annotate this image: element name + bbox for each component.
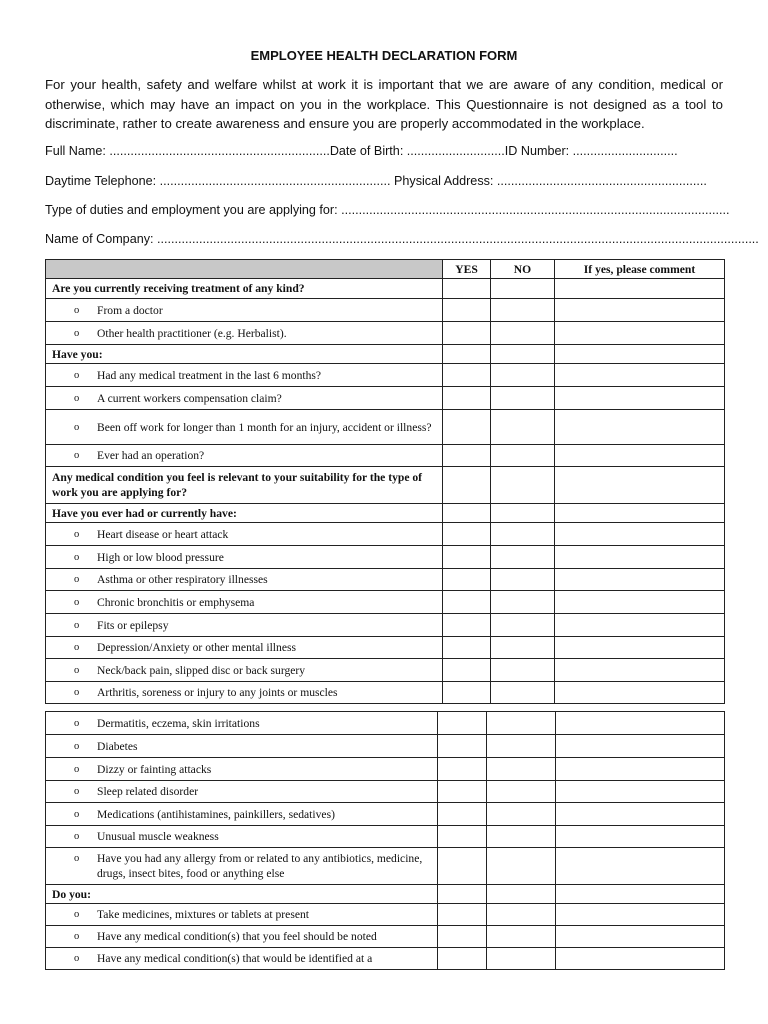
question-row [46,322,725,345]
question-text: Diabetes [97,739,138,753]
no-cell[interactable] [491,467,555,504]
question-row [46,410,725,445]
comment-cell[interactable] [556,803,725,826]
comment-cell[interactable] [555,504,725,523]
yes-cell[interactable] [443,387,491,410]
question-cell [46,682,443,704]
no-cell[interactable] [491,322,555,345]
question-item [52,448,436,463]
question-item [52,716,431,731]
no-cell[interactable] [487,735,556,758]
bullet-icon: o [74,831,80,842]
bullet-icon: o [74,740,80,752]
yes-cell[interactable] [443,591,491,614]
header-no: NO [491,260,555,279]
question-item [52,640,436,655]
bullet-icon: o [74,687,80,698]
bullet-icon: o [74,953,80,964]
section-header-cell [46,279,443,299]
section-header-cell [46,885,438,904]
bullet-icon: o [74,763,80,775]
comment-cell[interactable] [555,682,725,704]
yes-cell[interactable] [438,885,487,904]
question-row [46,364,725,387]
header-comment: If yes, please comment [555,260,725,279]
yes-cell[interactable] [438,735,487,758]
yes-cell[interactable] [438,712,487,735]
question-item [52,807,431,822]
field-line-company[interactable]: Name of Company: ............................................................................................................................................................................ [45,232,759,246]
question-cell [46,803,438,826]
comment-cell[interactable] [555,279,725,299]
yes-cell[interactable] [443,614,491,637]
bullet-icon: o [74,909,80,920]
question-cell [46,948,438,970]
section-header-row [46,279,725,299]
section-header-cell [46,345,443,364]
yes-cell[interactable] [438,826,487,848]
no-cell[interactable] [487,803,556,826]
bullet-icon: o [74,450,80,461]
bullet-icon: o [74,392,80,404]
intro-paragraph: For your health, safety and welfare whilst at work it is important that we are aware of any condition, medical or otherwise, which may have an impact on you in the workplace. This Questionnaire is not designed as a tool to discriminate, rather to create awareness and ensure you are properly accommodated in the workplace. [45,77,723,131]
yes-cell[interactable] [438,848,487,885]
section-header-cell [46,467,443,504]
comment-cell[interactable] [556,712,725,735]
section-header-row [46,467,725,504]
yes-cell[interactable] [443,682,491,704]
question-row [46,387,725,410]
yes-cell[interactable] [438,904,487,926]
question-text: Sleep related disorder [97,785,199,798]
bullet-icon: o [74,619,80,631]
question-row [46,803,725,826]
bullet-icon: o [74,369,80,381]
comment-cell[interactable] [555,637,725,659]
section-header-cell [46,504,443,523]
comment-cell[interactable] [555,322,725,345]
question-item [52,784,431,799]
question-item [52,420,436,435]
bullet-icon: o [74,596,80,608]
field-line-name-dob-id[interactable]: Full Name: ...............................................................Date of Birth: ............................ID Number: .............................. [45,144,678,158]
no-cell[interactable] [491,614,555,637]
bullet-icon: o [74,931,80,942]
comment-cell[interactable] [555,569,725,591]
question-row [46,926,725,948]
question-item [52,303,436,318]
question-item [52,663,436,678]
yes-cell[interactable] [443,410,491,445]
section-header-text: Any medical condition you feel is relevant to your suitability for the type of work you are applying for? [52,471,423,499]
question-text: Fits or epilepsy [97,618,169,632]
form-title: EMPLOYEE HEALTH DECLARATION FORM [250,48,518,63]
comment-cell[interactable] [555,387,725,410]
comment-cell[interactable] [555,364,725,387]
question-text: Have you had any allergy from or related to any antibiotics, medicine, drugs, insect bites, food or anything else [97,852,423,880]
question-item [52,907,431,922]
no-cell[interactable] [491,445,555,467]
yes-cell[interactable] [443,467,491,504]
section-header-row [46,885,725,904]
no-cell[interactable] [491,682,555,704]
question-cell [46,637,443,659]
comment-cell[interactable] [556,826,725,848]
no-cell[interactable] [491,546,555,569]
question-item [52,368,436,383]
no-cell[interactable] [491,569,555,591]
no-cell[interactable] [487,948,556,970]
no-cell[interactable] [487,885,556,904]
question-text: Had any medical treatment in the last 6 months? [97,368,322,382]
yes-cell[interactable] [443,364,491,387]
question-cell [46,364,443,387]
bullet-icon: o [74,664,80,676]
section-header-row [46,345,725,364]
bullet-icon: o [74,421,80,433]
header-question-cell [46,260,443,279]
question-text: Asthma or other respiratory illnesses [97,573,268,586]
yes-cell[interactable] [443,345,491,364]
question-cell [46,926,438,948]
comment-cell[interactable] [555,299,725,322]
comment-cell[interactable] [555,546,725,569]
question-item [52,618,436,633]
question-item [52,762,431,777]
question-row [46,781,725,803]
no-cell[interactable] [487,926,556,948]
question-text: Been off work for longer than 1 month for an injury, accident or illness? [97,420,432,434]
question-text: Depression/Anxiety or other mental illness [97,641,296,654]
question-cell [46,322,443,345]
bullet-icon: o [74,853,80,864]
comment-cell[interactable] [555,523,725,546]
comment-cell[interactable] [556,848,725,885]
no-cell[interactable] [487,904,556,926]
yes-cell[interactable] [443,523,491,546]
question-row [46,591,725,614]
question-item [52,391,436,406]
question-cell [46,781,438,803]
section-header-text: Are you currently receiving treatment of any kind? [52,282,305,295]
no-cell[interactable] [487,781,556,803]
question-text: Heart disease or heart attack [97,527,229,541]
no-cell[interactable] [491,637,555,659]
question-text: Other health practitioner (e.g. Herbalist). [97,326,287,340]
comment-cell[interactable] [555,345,725,364]
section-header-text: Have you: [52,347,103,361]
question-cell [46,410,443,445]
yes-cell[interactable] [438,781,487,803]
bullet-icon: o [74,304,80,316]
question-item [52,851,431,881]
yes-cell[interactable] [438,948,487,970]
question-text: Dermatitis, eczema, skin irritations [97,716,260,730]
yes-cell[interactable] [443,569,491,591]
question-cell [46,591,443,614]
question-cell [46,546,443,569]
question-cell [46,299,443,322]
question-item [52,685,436,700]
question-text: Arthritis, soreness or injury to any joints or muscles [97,686,338,699]
question-row [46,948,725,970]
question-row [46,848,725,885]
question-cell [46,387,443,410]
question-item [52,527,436,542]
bullet-icon: o [74,574,80,585]
question-text: A current workers compensation claim? [97,391,282,405]
section-header-text: Do you: [52,887,91,901]
yes-cell[interactable] [443,546,491,569]
question-cell [46,445,443,467]
no-cell[interactable] [491,659,555,682]
comment-cell[interactable] [555,467,725,504]
no-cell[interactable] [487,848,556,885]
question-row [46,299,725,322]
question-text: Take medicines, mixtures or tablets at present [97,908,309,921]
question-cell [46,614,443,637]
field-line-duties[interactable]: Type of duties and employment you are applying for: ............................................................................................................... [45,203,730,217]
comment-cell[interactable] [556,904,725,926]
no-cell[interactable] [491,410,555,445]
section-header-text: Have you ever had or currently have: [52,506,237,520]
question-row [46,735,725,758]
yes-cell[interactable] [443,322,491,345]
question-cell [46,735,438,758]
question-item [52,550,436,565]
question-row [46,659,725,682]
questionnaire-table-2 [45,711,725,970]
bullet-icon: o [74,717,80,729]
question-cell [46,826,438,848]
no-cell[interactable] [487,758,556,781]
question-cell [46,904,438,926]
question-text: From a doctor [97,303,163,317]
question-cell [46,712,438,735]
question-text: Ever had an operation? [97,449,205,462]
comment-cell[interactable] [555,445,725,467]
question-row [46,523,725,546]
yes-cell[interactable] [443,637,491,659]
question-item [52,739,431,754]
question-text: High or low blood pressure [97,550,224,564]
no-cell[interactable] [491,504,555,523]
yes-cell[interactable] [443,659,491,682]
bullet-icon: o [74,551,80,563]
question-text: Dizzy or fainting attacks [97,762,212,776]
section-header-row [46,504,725,523]
bullet-icon: o [74,528,80,540]
bullet-icon: o [74,642,80,653]
question-cell [46,848,438,885]
yes-cell[interactable] [443,504,491,523]
yes-cell[interactable] [443,299,491,322]
question-row [46,712,725,735]
question-item [52,595,436,610]
question-row [46,682,725,704]
question-cell [46,569,443,591]
yes-cell[interactable] [438,926,487,948]
yes-cell[interactable] [443,279,491,299]
no-cell[interactable] [491,591,555,614]
question-item [52,326,436,341]
question-cell [46,758,438,781]
question-text: Chronic bronchitis or emphysema [97,595,255,609]
question-text: Have any medical condition(s) that would be identified at a [97,952,373,965]
comment-cell[interactable] [556,885,725,904]
questionnaire-table-1 [45,259,725,704]
question-item [52,572,436,587]
question-row [46,758,725,781]
bullet-icon: o [74,786,80,797]
question-text: Medications (antihistamines, painkillers, sedatives) [97,807,335,821]
comment-cell[interactable] [555,614,725,637]
question-row [46,546,725,569]
comment-cell[interactable] [555,410,725,445]
no-cell[interactable] [491,345,555,364]
question-text: Have any medical condition(s) that you feel should be noted [97,930,377,943]
no-cell[interactable] [487,826,556,848]
comment-cell[interactable] [556,948,725,970]
yes-cell[interactable] [438,758,487,781]
no-cell[interactable] [491,279,555,299]
comment-cell[interactable] [556,735,725,758]
header-yes: YES [443,260,491,279]
question-row [46,904,725,926]
question-item [52,829,431,844]
question-row [46,445,725,467]
comment-cell[interactable] [556,781,725,803]
comment-cell[interactable] [556,926,725,948]
question-item [52,951,431,966]
bullet-icon: o [74,808,80,820]
question-row [46,569,725,591]
bullet-icon: o [74,327,80,339]
question-text: Neck/back pain, slipped disc or back surgery [97,663,306,677]
no-cell[interactable] [487,712,556,735]
no-cell[interactable] [491,299,555,322]
no-cell[interactable] [491,364,555,387]
question-row [46,637,725,659]
question-cell [46,659,443,682]
yes-cell[interactable] [438,803,487,826]
question-text: Unusual muscle weakness [97,830,219,843]
comment-cell[interactable] [555,591,725,614]
comment-cell[interactable] [555,659,725,682]
no-cell[interactable] [491,387,555,410]
yes-cell[interactable] [443,445,491,467]
question-cell [46,523,443,546]
question-row [46,614,725,637]
comment-cell[interactable] [556,758,725,781]
question-item [52,929,431,944]
no-cell[interactable] [491,523,555,546]
question-row [46,826,725,848]
field-line-phone-address[interactable]: Daytime Telephone: .................................................................. Physical Address: ............................................................ [45,174,707,188]
